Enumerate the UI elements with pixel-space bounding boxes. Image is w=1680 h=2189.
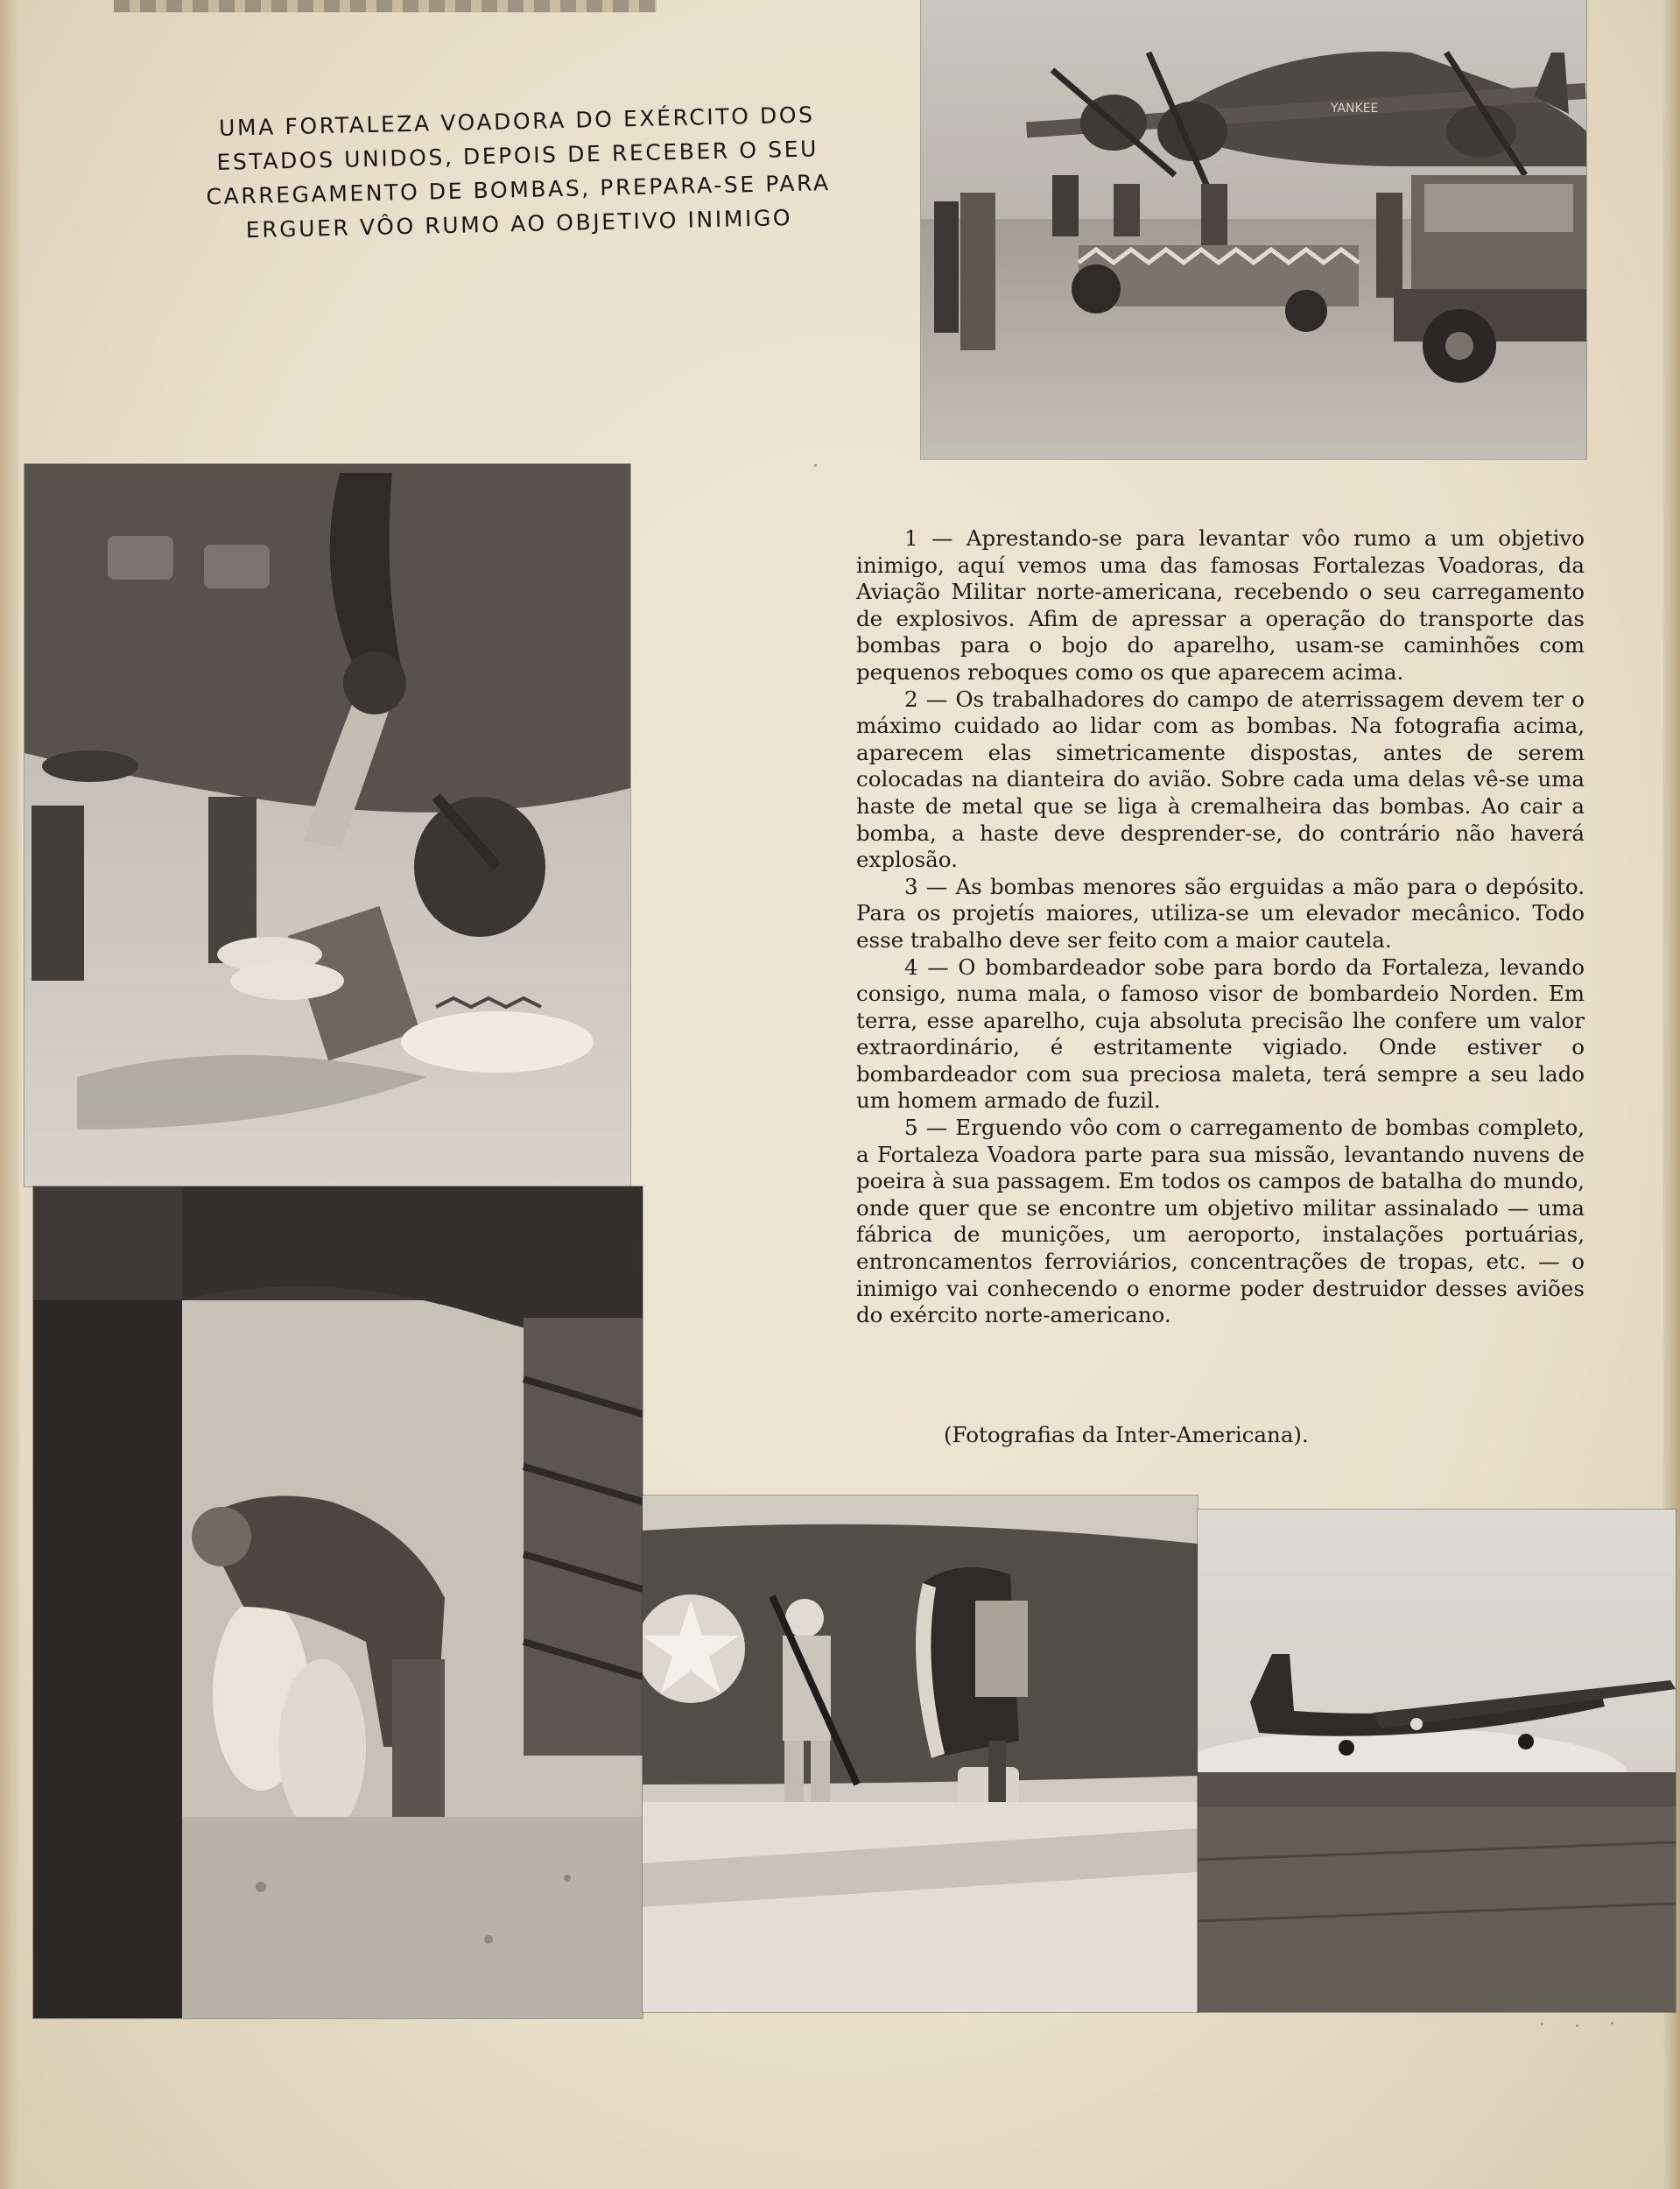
torn-top-strip bbox=[114, 0, 657, 12]
photo-credit: (Fotografias da Inter-Americana). bbox=[944, 1422, 1309, 1447]
article-paragraph-3: 3 — As bombas menores são erguidas a mão para o depósito. Para os projetís maiores, utiliza-se um elevador mecânico. Todo esse trabalho deve ser feito com a maior cautela. bbox=[856, 873, 1585, 953]
headline-line: ESTADOS UNIDOS, DEPOIS DE RECEBER O SEU bbox=[216, 136, 819, 175]
headline-line: UMA FORTALEZA VOADORA DO EXÉRCITO DOS bbox=[218, 102, 815, 141]
article-body bbox=[856, 525, 1585, 1329]
headline-line: ERGUER VÔO RUMO AO OBJETIVO INIMIGO bbox=[245, 205, 793, 243]
article-paragraph-5: 5 — Erguendo vôo com o carregamento de bombas completo, a Fortaleza Voadora parte para sua missão, levantando nuvens de poeira à sua passagem. Em todos os campos de batalha do mundo, onde quer que se encontre um objetivo militar assinalado — uma fábrica de munições, um aeroporto, instalações portuárias, entroncamentos ferroviários, concentrações de tropas, etc. — o inimigo vai conhecendo o enorme poder destruidor desses aviões do exército norte-americano. bbox=[856, 1115, 1585, 1328]
article-paragraph-2: 2 — Os trabalhadores do campo de aterrissagem devem ter o máximo cuidado ao lidar com as bombas. Na fotografia acima, aparecem elas simetricamente dispostas, antes de serem colocadas na dianteira do avião. Sobre cada uma delas vê-se uma haste de metal que se liga à cremalheira das bombas. Ao cair a bomba, a haste deve desprender-se, do contrário não haverá explosão. bbox=[856, 686, 1585, 873]
photo-bomber-loading-trucks bbox=[921, 0, 1586, 459]
paper-speck bbox=[1541, 2023, 1543, 2025]
yankee-marking: YANKEE bbox=[1331, 102, 1379, 116]
paper-speck bbox=[1576, 2024, 1578, 2027]
headline-line: CARREGAMENTO DE BOMBAS, PREPARA-SE PARA bbox=[206, 170, 832, 210]
article-paragraph-4: 4 — O bombardeador sobe para bordo da Fortaleza, levando consigo, numa mala, o famoso visor de bombardeio Norden. Em terra, esse aparelho, cuja absoluta precisão lhe confere um valor extraordinário, é estritamente vigiado. Onde estiver o bombardeador com sua preciosa maleta, terá sempre a seu lado um homem armado de fuzil. bbox=[856, 954, 1585, 1114]
paper-speck bbox=[814, 464, 817, 467]
headline bbox=[175, 96, 861, 249]
photo-fortress-takeoff bbox=[1198, 1510, 1676, 2012]
paper-speck bbox=[1611, 2022, 1613, 2024]
article-paragraph-1: 1 — Aprestando-se para levantar vôo rumo a um objetivo inimigo, aquí vemos uma das famosas Fortalezas Voadoras, da Aviação Militar norte-americana, recebendo o seu carregamento de explosivos. Afim de apressar a operação do transporte das bombas para o bojo do aparelho, usam-se caminhões com pequenos reboques como os que aparecem acima. bbox=[856, 525, 1585, 685]
photo-bombardier-and-guard bbox=[643, 1496, 1198, 2012]
photo-lifting-bombs-by-hand bbox=[33, 1186, 643, 2018]
page-binding-edge bbox=[0, 0, 19, 2189]
photo-workers-with-bombs bbox=[25, 464, 630, 1186]
